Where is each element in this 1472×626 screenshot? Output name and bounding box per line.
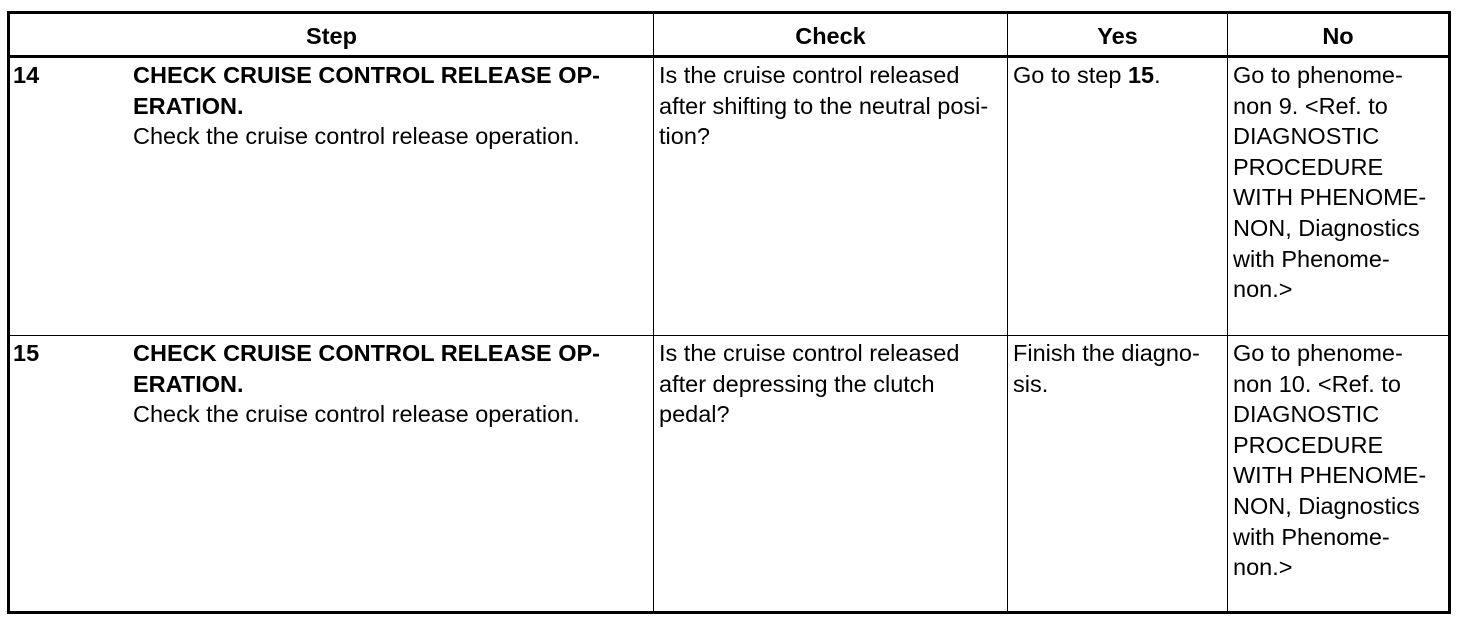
header-yes: Yes bbox=[1008, 13, 1228, 57]
diagnostic-table bbox=[7, 11, 1451, 614]
yes-step-link: 15 bbox=[1127, 62, 1155, 88]
header-check: Check bbox=[654, 13, 1008, 57]
no-cell: Go to phenome- non 10. <Ref. to DIAGNOSTIC PROCEDURE WITH PHENOME- NON, Diagnostics with Phenome- non.> bbox=[1228, 336, 1450, 613]
step-number: 14 bbox=[13, 62, 40, 88]
yes-prefix: Go to step bbox=[1013, 62, 1128, 88]
yes-cell bbox=[1008, 57, 1228, 336]
yes-suffix: . bbox=[1154, 62, 1161, 88]
no-cell: Go to phenome- non 9. <Ref. to DIAGNOSTIC PROCEDURE WITH PHENOME- NON, Diagnostics with Phenome- non.> bbox=[1228, 57, 1450, 336]
step-title: CHECK CRUISE CONTROL RELEASE OP- ERATION. bbox=[133, 340, 600, 397]
step-instruction: Check the cruise control release operation. bbox=[133, 123, 580, 150]
step-number: 15 bbox=[13, 340, 40, 366]
header-no: No bbox=[1228, 13, 1450, 57]
table-row bbox=[9, 336, 1450, 613]
check-cell: Is the cruise control released after shifting to the neutral posi- tion? bbox=[654, 57, 1008, 336]
check-cell: Is the cruise control released after depressing the clutch pedal? bbox=[654, 336, 1008, 613]
step-title: CHECK CRUISE CONTROL RELEASE OP- ERATION. bbox=[133, 62, 600, 119]
step-body bbox=[133, 338, 647, 430]
step-cell bbox=[9, 57, 654, 336]
step-instruction: Check the cruise control release operation. bbox=[133, 401, 580, 428]
table-row bbox=[9, 57, 1450, 336]
header-step: Step bbox=[9, 13, 654, 57]
yes-cell: Finish the diagno- sis. bbox=[1008, 336, 1228, 613]
step-cell bbox=[9, 336, 654, 613]
step-body bbox=[133, 60, 647, 152]
table-header-row bbox=[9, 13, 1450, 57]
